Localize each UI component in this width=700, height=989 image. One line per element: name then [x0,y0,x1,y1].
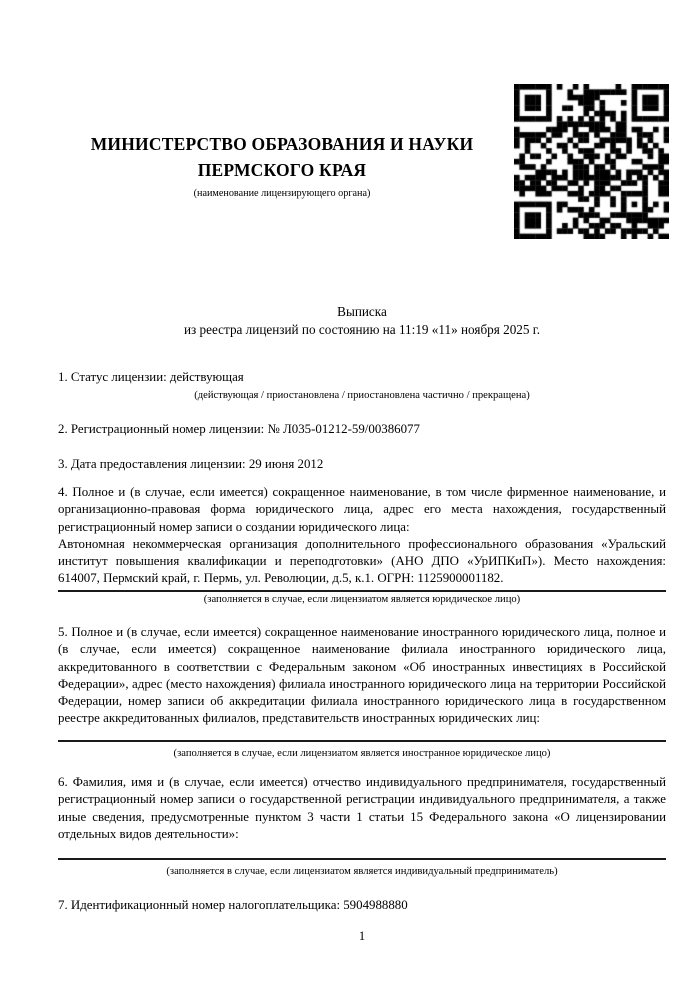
page-number: 1 [358,929,366,943]
item-1-text: 1. Статус лицензии: действующая [58,370,244,384]
qr-code-icon [514,84,669,239]
item-3-grant-date [58,456,666,473]
item-2-text: 2. Регистрационный номер лицензии: № Л035-01212-59/00386077 [58,422,420,436]
ministry-name-line2: ПЕРМСКОГО КРАЯ [197,160,367,180]
document-title-line2: из реестра лицензий по состоянию на 11:19 «11» ноября 2025 г. [183,321,541,337]
ministry-header [58,131,506,200]
item-4-text: 4. Полное и (в случае, если имеется) сокращенное наименование, в том числе фирменное наименование, и организационно-правовая форма юридического лица, адрес его места нахождения, государственный регистрационный номер записи о создании юридического лица: [58,485,666,534]
item-4-value: Автономная некоммерческая организация дополнительного профессионального образования «Уральский институт повышения квалификации и переподготовки» (АНО ДПО «УрИПКиП»). Место нахождения: 614007, Пермский край, г. Пермь, ул. Революции, д.5, к.1. ОГРН: 1125900001182. [58,536,666,592]
item-5-caption: (заполняется в случае, если лицензиатом является иностранное юридическое лицо) [173,748,551,759]
item-6-caption: (заполняется в случае, если лицензиатом является индивидуальный предприниматель) [166,866,558,877]
item-1-caption: (действующая / приостановлена / приостановлена частично / прекращена) [194,390,530,401]
document-title [58,303,666,338]
item-5-foreign-entity [58,624,666,728]
item-6-blank-line [58,858,666,860]
item-4-caption: (заполняется в случае, если лицензиатом является юридическое лицо) [203,594,521,605]
item-5-text: 5. Полное и (в случае, если имеется) сокращенное наименование иностранного юридического лица, полное и (в случае, если имеется) сокращенное наименование филиала иностранного юридического лица, аккредитованного в соответствии с Федеральным законом «Об иностранных инвестициях в Российской Федерации», адрес (место нахождения) филиала иностранного юридического лица на территории Российской Федерации, номер записи об аккредитации филиала иностранного юридического лица в государственном реестре аккредитованных филиалов, представительств иностранных юридических лиц: [58,625,666,726]
item-6-individual-entrepreneur [58,774,666,843]
item-7-text: 7. Идентификационный номер налогоплательщика: 5904988880 [58,898,408,912]
item-7-taxpayer-number [58,897,666,914]
item-6-text: 6. Фамилия, имя и (в случае, если имеется) отчество индивидуального предпринимателя, государственный регистрационный номер записи о государственной регистрации индивидуального предпринимателя, а также иные сведения, предусмотренные пунктом 3 части 1 статьи 15 Федерального закона «О лицензировании отдельных видов деятельности»: [58,775,666,841]
item-5-blank-line [58,740,666,742]
item-1-license-status [58,369,666,386]
document-title-line1: Выписка [337,304,387,319]
ministry-caption: (наименование лицензирующего органа) [193,188,371,199]
item-2-registration-number [58,421,666,438]
ministry-name-line1: МИНИСТЕРСТВО ОБРАЗОВАНИЯ И НАУКИ [90,134,474,154]
item-3-text: 3. Дата предоставления лицензии: 29 июня 2012 [58,457,324,471]
item-4-legal-entity [58,484,666,592]
